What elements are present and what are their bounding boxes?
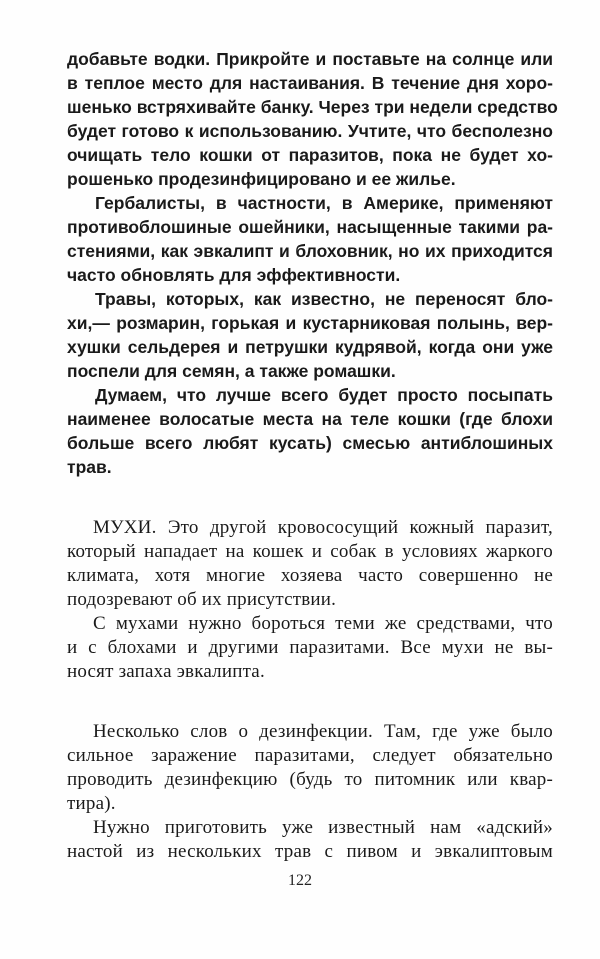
text-line: Нужно приготовить уже известный нам «адский» — [93, 817, 553, 838]
text-line: Думаем, что лучше всего будет просто посыпать — [95, 385, 553, 405]
text-line: хи,— розмарин, горькая и кустарниковая полынь, вер- — [67, 313, 553, 333]
text-line: сильное заражение паразитами, следует обязательно — [67, 745, 553, 766]
text-line: проводить дезинфекцию (будь то питомник или квар- — [67, 769, 553, 790]
text-line: добавьте водки. Прикройте и поставьте на солнце или — [67, 49, 553, 69]
text-line: и с блохами и другими паразитами. Все мухи не вы- — [67, 637, 553, 658]
text-line: шенько встряхивайте банку. Через три недели средство — [67, 97, 558, 117]
text-line: климата, хотя многие хозяева часто совершенно не — [67, 565, 553, 586]
page-number: 122 — [288, 872, 312, 889]
text-line: С мухами нужно бороться теми же средствами, что — [93, 613, 553, 634]
text-line: Гербалисты, в частности, в Америке, применяют — [95, 193, 553, 213]
text-line: Несколько слов о дезинфекции. Там, где уже было — [93, 721, 553, 742]
text-line: поспели для семян, а также ромашки. — [67, 361, 396, 381]
text-line: рошенько продезинфицировано и ее жилье. — [67, 169, 456, 189]
text-line: стениями, как эвкалипт и блоховник, но их приходится — [67, 241, 553, 261]
text-line: наименее волосатые места на теле кошки (где блохи — [67, 409, 553, 429]
text-line: очищать тело кошки от паразитов, пока не будет хо- — [67, 145, 553, 165]
text-line: который нападает на кошек и собак в условиях жаркого — [67, 541, 553, 562]
text-line: будет готово к использованию. Учтите, что бесполезно — [67, 121, 553, 141]
text-line: носят запаха эвкалипта. — [67, 661, 265, 682]
text-line: больше всего любят кусать) смесью антиблошиных — [67, 433, 553, 453]
text-line: в теплое место для настаивания. В течение дня хоро- — [67, 73, 553, 93]
text-line: настой из нескольких трав с пивом и эвкалиптовым — [67, 841, 553, 862]
text-line: МУХИ. Это другой кровососущий кожный паразит, — [93, 517, 553, 538]
text-line: хушки сельдерея и петрушки кудрявой, когда они уже — [67, 337, 553, 357]
text-line: противоблошиные ошейники, насыщенные такими ра- — [67, 217, 553, 237]
text-line: трав. — [67, 457, 112, 477]
text-line: часто обновлять для эффективности. — [67, 265, 401, 285]
text-line: подозревают об их присутствии. — [67, 589, 337, 610]
text-line: тира). — [67, 793, 116, 814]
text-line: Травы, которых, как известно, не переносят бло- — [95, 289, 553, 309]
